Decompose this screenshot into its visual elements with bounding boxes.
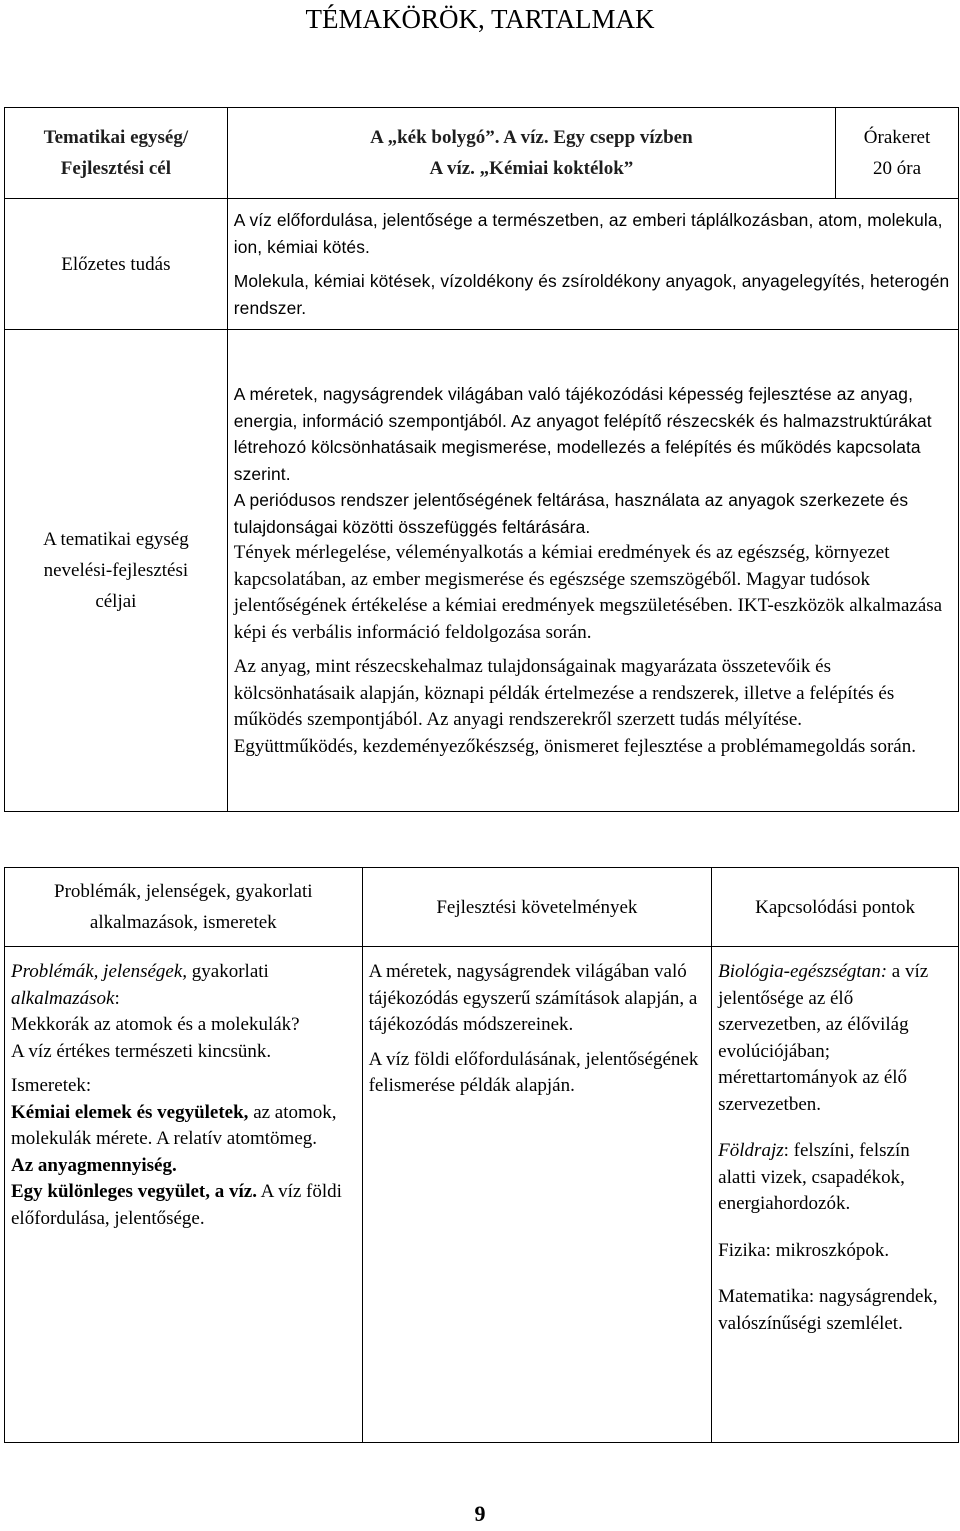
problems-cell (5, 947, 363, 1443)
connection-geography-text: : felszíni, felszín alatti vizek, csapadékok, energiahordozók. (718, 1140, 910, 1214)
prior-knowledge-text-2: Molekula, kémiai kötések, vízoldékony és zsíroldékony anyagok, anyagelegyítés, heterogén rendszer. (233, 271, 950, 318)
knowledge-label: Ismeretek: (11, 1075, 92, 1096)
problems-intro-italic-1: Problémák, jelenségek, (11, 961, 188, 982)
unit-header-label-line2: Fejlesztési cél (60, 158, 171, 179)
time-frame-value: 20 óra (873, 158, 922, 179)
goals-text-serif-3: Együttműködés, kezdeményezőkészség, önismeret fejlesztése a problémamegoldás során. (233, 735, 916, 757)
problems-header-line2: alkalmazások, ismeretek (89, 912, 277, 933)
knowledge-item-2-bold: Az anyagmennyiség. (11, 1154, 177, 1176)
time-frame-label: Órakeret (863, 127, 931, 148)
requirement-2: A víz földi előfordulásának, jelentőségének felismerése példák alapján. (368, 1048, 699, 1096)
requirements-cell (362, 947, 712, 1443)
knowledge-item-1 (11, 1100, 356, 1153)
unit-title-line2: A víz. „Kémiai koktélok” (429, 158, 634, 179)
goals-content (227, 330, 958, 812)
page-number: 9 (474, 1501, 486, 1526)
unit-table (4, 107, 959, 812)
knowledge-item-1-rest: az atomok, molekulák mérete. A relatív atomtömeg. (11, 1101, 337, 1149)
goals-label-line1: A tematikai egység (43, 529, 189, 550)
requirement-1: A méretek, nagyságrendek világában való tájékozódás egyszerű számítások alapján, a tájékozódás módszereinek. (368, 961, 698, 1035)
prior-knowledge-text-1: A víz előfordulása, jelentősége a természetben, az emberi táplálkozásban, atom, molekula, ion, kémiai kötés. (233, 210, 943, 257)
connection-physics: Fizika: mikroszkópok. (718, 1239, 890, 1261)
connection-geography (718, 1138, 952, 1218)
connection-biology-text: a víz jelentősége az élő szervezetben, az élővilág evolúciójában; mérettartományok az élő szervezetben. (718, 961, 929, 1115)
knowledge-item-1-bold: Kémiai elemek és vegyületek, (11, 1101, 249, 1123)
knowledge-item-3-bold: Egy különleges vegyület, a víz. (11, 1181, 257, 1202)
unit-header-label-line1: Tematikai egység/ (43, 127, 189, 148)
goals-label-line2: nevelési-fejlesztési (43, 560, 189, 581)
knowledge-item-3-rest: A víz földi előfordulása, jelentősége. (11, 1181, 342, 1229)
knowledge-item-2 (11, 1153, 356, 1180)
problem-question-2: A víz értékes természeti kincsünk. (11, 1040, 272, 1062)
connection-geography-subject: Földrajz (718, 1140, 784, 1161)
connections-cell (712, 947, 959, 1443)
time-frame (836, 108, 959, 199)
goals-sans-3: A periódusos rendszer jelentőségének feltárása, használata az anyagok szerkezete és tulajdonságai közötti összefüggés feltárására. (233, 490, 909, 537)
goals-text-serif-1: Tények mérlegelése, véleményalkotás a kémiai eredmények és az egészség, környezet kapcsolatában, az ember megismerése és egészsége szemszögéből. Magyar tudósok jelentőségének értékelése a kémiai eredmények megszületésében. IKT-eszközök alkalmazása képi és verbális információ feldolgozása során. (233, 542, 943, 643)
page-title: TÉMAKÖRÖK, TARTALMAK (305, 4, 655, 34)
prior-knowledge-row (5, 199, 959, 330)
requirements-header: Fejlesztési követelmények (362, 868, 712, 947)
unit-title (227, 108, 835, 199)
goals-label-line3: céljai (95, 591, 137, 612)
problems-header (5, 868, 363, 947)
content-table (4, 867, 959, 1443)
problem-question-1: Mekkorák az atomok és a molekulák? (11, 1014, 300, 1035)
knowledge-item-3 (11, 1179, 356, 1232)
content-header-row (5, 868, 959, 947)
problems-intro (11, 959, 356, 1012)
goals-row (5, 330, 959, 812)
content-body-row (5, 947, 959, 1443)
unit-header-row (5, 108, 959, 199)
connections-header: Kapcsolódási pontok (712, 868, 959, 947)
unit-title-line1: A „kék bolygó”. A víz. Egy csepp vízben (370, 127, 693, 148)
problems-intro-italic-2: alkalmazások (11, 987, 115, 1009)
prior-knowledge-label: Előzetes tudás (5, 199, 228, 330)
goals-text-serif-2: Az anyag, mint részecskehalmaz tulajdonságainak magyarázata összetevőik és kölcsönhatásaik alapján, köznapi példák értelmezése a rendszerek, illetve a felépítés és működés szempontjából. Az anyagi rendszerekről szerzett tudás mélyítése. (233, 656, 895, 730)
problems-intro-normal-2: : (114, 987, 120, 1009)
problems-header-line1: Problémák, jelenségek, gyakorlati (54, 881, 313, 902)
goals-sans-2: Az anyagot felépítő részecskék és halmazstruktúrákat létrehozó kölcsönhatásaik megismerése, modellezés a felépítés és működés kapcsolata szerint. (233, 410, 932, 484)
connection-biology-subject: Biológia-egészségtan: (718, 961, 888, 982)
prior-knowledge-content (227, 199, 958, 330)
unit-header-label (5, 108, 228, 199)
goals-text-sans (234, 381, 952, 540)
goals-label (5, 330, 228, 812)
problems-intro-normal-1: gyakorlati (187, 961, 269, 982)
connection-biology (718, 959, 952, 1118)
connection-math: Matematika: nagyságrendek, valószínűségi szemlélet. (718, 1286, 938, 1334)
goals-sans-1: A méretek, nagyságrendek világában való tájékozódási képesség fejlesztése az anyag, energia, információ szempontjából. (233, 384, 914, 431)
